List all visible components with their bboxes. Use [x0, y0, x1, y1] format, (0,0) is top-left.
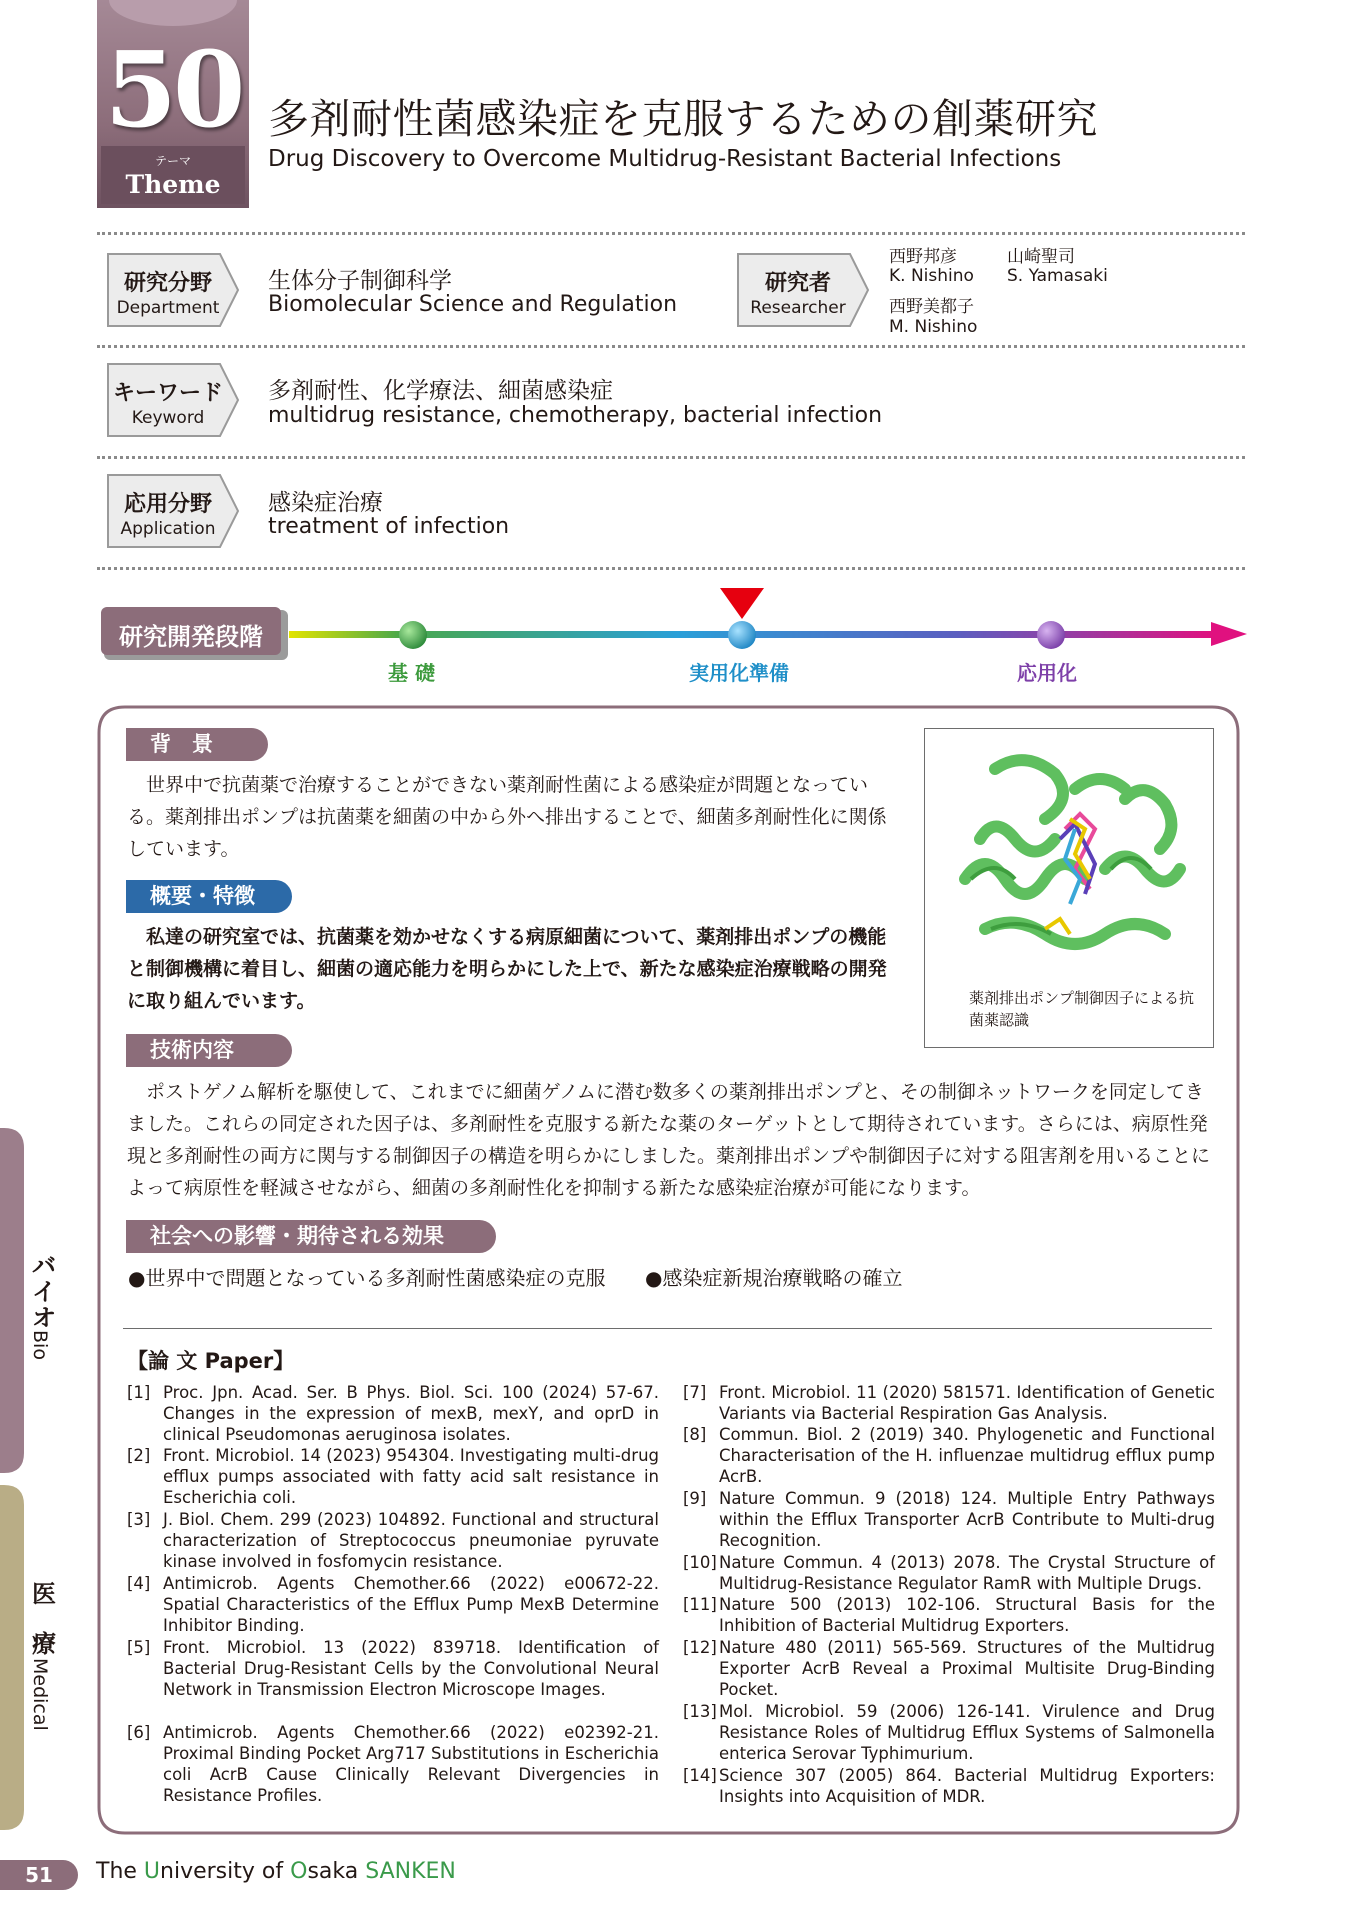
application-label-en: Application	[120, 519, 216, 539]
impact-heading: 社会への影響・期待される効果	[126, 1220, 496, 1253]
divider	[123, 1328, 1212, 1329]
stage-dot-prep	[728, 621, 756, 649]
technology-text: ポストゲノム解析を駆使して、これまでに細菌ゲノムに潜む数多くの薬剤排出ポンプと、その制御ネットワークを同定してきました。これらの同定された因子は、多剤耐性を克服する新たな薬のターゲットとして期待されています。さらには、病原性発現と多剤耐性の両方に関与する制御因子の構造を明らかにしました。薬剤排出ポンプや制御因子に対する阻害剤を用いることによって病原性を軽減させながら、細菌の多剤耐性化を抑制する新たな感染症治療が可能になります。	[127, 1081, 1211, 1199]
application-value-jp: 感染症治療	[268, 490, 383, 516]
keyword-label-jp: キーワード	[112, 381, 223, 406]
papers-heading: 【論 文 Paper】	[127, 1349, 295, 1373]
divider	[97, 232, 1245, 235]
stage-progress-bar	[289, 580, 1249, 660]
stage-name-basic: 基 礎	[388, 661, 435, 685]
page-title-jp: 多剤耐性菌感染症を克服するための創薬研究	[268, 95, 1098, 143]
divider	[97, 456, 1245, 459]
figure-caption: 薬剤排出ポンプ制御因子による抗菌薬認識	[969, 989, 1195, 1029]
keyword-tab	[104, 360, 242, 440]
researcher-label-en: Researcher	[750, 298, 846, 318]
side-label-medical-jp: 療	[32, 1630, 56, 1658]
theme-label-jp: テーマ	[154, 154, 191, 168]
page-number: 51	[0, 1860, 78, 1890]
stage-current-marker	[720, 588, 764, 619]
overview-heading: 概要・特徴	[126, 880, 292, 913]
background-heading: 背 景	[126, 728, 268, 761]
department-label-en: Department	[116, 298, 220, 318]
application-value-en: treatment of infection	[268, 514, 510, 539]
protein-structure-image	[925, 729, 1213, 979]
researcher-name-en: S. Yamasaki	[1007, 266, 1108, 286]
application-label-jp: 応用分野	[123, 492, 212, 517]
side-label-bio-en: Bio	[29, 1330, 51, 1360]
researcher-name-en: K. Nishino	[889, 266, 974, 286]
figure-box	[924, 728, 1214, 1048]
stage-label-box	[101, 607, 289, 661]
side-label-bio-jp: バ	[32, 1252, 56, 1280]
researcher-label-jp: 研究者	[764, 271, 831, 296]
keyword-value-jp: 多剤耐性、化学療法、細菌感染症	[268, 378, 613, 404]
side-tab-bio	[0, 1128, 26, 1473]
researcher-name-jp: 西野美都子	[889, 297, 974, 317]
theme-label-en: Theme	[125, 170, 221, 199]
researcher-name-en: M. Nishino	[889, 317, 978, 337]
side-label-medical-en: Medical	[29, 1658, 51, 1731]
researcher-name-jp: 山崎聖司	[1007, 247, 1075, 267]
researcher-name-jp: 西野邦彦	[889, 247, 957, 267]
divider	[97, 345, 1245, 348]
stage-name-applied: 応用化	[1017, 661, 1077, 685]
department-label-jp: 研究分野	[123, 271, 212, 296]
stage-name-prep: 実用化準備	[689, 661, 789, 685]
page-title-en: Drug Discovery to Overcome Multidrug-Resistant Bacterial Infections	[268, 146, 1062, 172]
side-tab-medical	[0, 1485, 26, 1830]
background-text: 世界中で抗菌薬で治療することができない薬剤耐性菌による感染症が問題となっている。薬剤排出ポンプは抗菌薬を細菌の中から外へ排出することで、細菌多剤耐性化に関係しています。	[127, 774, 887, 860]
footer-brand: The University of Osaka SANKEN	[96, 1859, 456, 1884]
department-tab	[104, 250, 242, 330]
theme-badge	[97, 0, 249, 208]
impact-item: ●世界中で問題となっている多剤耐性菌感染症の克服	[128, 1266, 606, 1290]
stage-dot-applied	[1037, 621, 1065, 649]
overview-text: 私達の研究室では、抗菌薬を効かせなくする病原細菌について、薬剤排出ポンプの機能と制御機構に着目し、細菌の適応能力を明らかにした上で、新たな感染症治療戦略の開発に取り組んでいます。	[127, 926, 887, 1012]
side-label-bio-jp: オ	[32, 1304, 56, 1332]
side-label-medical-jp: 医	[32, 1580, 56, 1608]
keyword-value-en: multidrug resistance, chemotherapy, bacterial infection	[268, 403, 883, 428]
technology-heading: 技術内容	[126, 1034, 292, 1067]
department-value-en: Biomolecular Science and Regulation	[268, 292, 678, 317]
researcher-tab	[734, 250, 872, 330]
stage-dot-basic	[399, 621, 427, 649]
theme-number: 50	[104, 28, 242, 151]
application-tab	[104, 471, 242, 551]
stage-label: 研究開発段階	[119, 623, 263, 651]
divider	[97, 567, 1245, 570]
department-value-jp: 生体分子制御科学	[268, 268, 452, 294]
impact-item: ●感染症新規治療戦略の確立	[645, 1266, 903, 1290]
keyword-label-en: Keyword	[131, 408, 205, 428]
side-label-bio-jp: イ	[32, 1278, 56, 1306]
